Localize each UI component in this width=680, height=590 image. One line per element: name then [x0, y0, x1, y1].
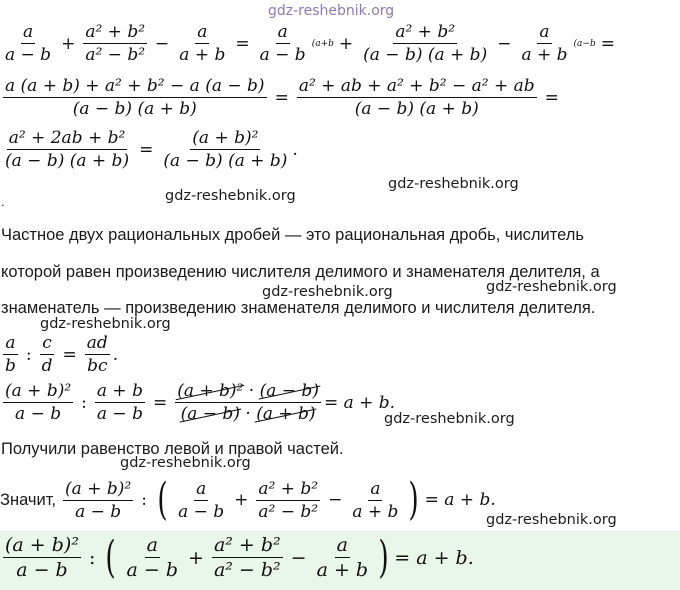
fraction: $\frac{\text{(a + b)²}}{a - b}$: [5, 381, 72, 424]
paragraph-line: Частное двух рациональных дробей — это рациональная дробь, числитель: [1, 226, 585, 244]
fraction: $\frac{a + b}{a - b}$: [96, 381, 143, 424]
multiplier-tag: (a+b: [311, 38, 334, 49]
watermark: gdz-reshebnik.org: [388, 176, 519, 192]
watermark: gdz-reshebnik.org: [120, 455, 251, 471]
equation-line-2: $\frac{\text{a (a + b) + a² + b² − a (a − b)}}{(a - b) (a + b)}$ = $\frac{\text{a² + ab + a² + b² − a² + ab}}{(a - b) (a + b)}$ =: [5, 76, 559, 119]
fraction: $\frac{c}{d}$: [41, 333, 53, 376]
watermark: gdz-reshebnik.org: [384, 411, 515, 427]
watermark: gdz-reshebnik.org: [262, 284, 393, 300]
cancelled-factor: (a − b): [259, 381, 319, 401]
fraction: $\frac{a}{a - b}$: [5, 22, 52, 65]
fraction: $\frac{\text{a² + b²}}{\text{a² − b²}}$: [85, 22, 146, 65]
fraction: $\frac{\text{a (a + b) + a² + b² − a (a − b)}}{(a - b) (a + b)}$: [5, 76, 265, 119]
fraction-cancelled: $\frac{\text{(a + b)² · (a − b)}}{(a - b) \cdot (a + b)}$: [177, 381, 319, 424]
multiplier-tag: (a−b: [573, 38, 596, 49]
conclusion-line: Значит, $\frac{\text{(a + b)²}}{a - b}$ : ( $\frac{a}{a - b}$ + $\frac{\text{a² + b²}}{\text{a² − b²}}$ − $\frac{a}{a + b}$ ) = a + b.: [0, 474, 496, 525]
conclusion-prefix: Значит,: [0, 490, 57, 509]
fraction: $\frac{\text{(a + b)²}}{a - b}$: [5, 534, 79, 581]
fraction: $\frac{a}{a + b}$: [352, 478, 399, 522]
watermark: gdz-reshebnik.org: [165, 188, 296, 204]
final-answer: $\frac{\text{(a + b)²}}{a - b}$ : ( $\frac{a}{a - b}$ + $\frac{\text{a² + b²}}{\text{a² − b²}}$ − $\frac{a}{a + b}$ ) = a + b.: [5, 531, 474, 583]
division-rule: $\frac{a}{b}$ : $\frac{c}{d}$ = $\frac{ad}{bc}$ .: [5, 333, 119, 376]
watermark: gdz-reshebnik.org: [486, 512, 617, 528]
fraction: $\frac{\text{(a + b)²}}{(a - b) (a + b)}$: [163, 128, 288, 171]
equation-line-3: $\frac{\text{a² + 2ab + b²}}{(a - b) (a + b)}$ = $\frac{\text{(a + b)²}}{(a - b) (a + b)}$ .: [5, 128, 298, 171]
cancelled-factor: (a − b): [180, 404, 240, 424]
watermark-top: gdz-reshebnik.org: [268, 3, 395, 19]
equation-line-4: $\frac{\text{(a + b)²}}{a - b}$ : $\frac{a + b}{a - b}$ = $\frac{\text{(a + b)² · (a − b)}}{(a - b) \cdot (a + b)}$ = a + b.: [5, 381, 396, 424]
fraction: $\frac{a}{a - b}$: [178, 478, 225, 522]
fraction: $\frac{\text{a² + b²}}{\text{a² − b²}}$: [213, 534, 281, 581]
cancelled-factor: (a + b)²: [177, 381, 244, 401]
paragraph-line: знаменатель — произведению знаменателя делимого и числителя делителя.: [1, 299, 596, 317]
cancelled-factor: (a + b): [256, 404, 316, 424]
fraction: $\frac{\text{a² + ab + a² + b² − a² + ab}}{(a - b) (a + b)}$: [298, 76, 535, 119]
watermark: gdz-reshebnik.org: [40, 316, 171, 332]
fraction: $\frac{a}{a + b}$: [316, 534, 369, 581]
paragraph-line: Получили равенство левой и правой частей.: [1, 440, 344, 458]
fraction: $\frac{ad}{bc}$: [86, 333, 108, 376]
fraction: $\frac{\text{(a + b)²}}{a - b}$: [65, 478, 132, 522]
fraction: $\frac{a}{a - b}$: [259, 22, 306, 65]
watermark: gdz-reshebnik.org: [486, 279, 617, 295]
fraction: $\frac{a}{a - b}$: [126, 534, 179, 581]
fraction: $\frac{a}{a + b}$: [521, 22, 568, 65]
fraction: $\frac{\text{a² + b²}}{\text{a² − b²}}$: [258, 478, 319, 522]
fraction: $\frac{\text{a² + 2ab + b²}}{(a - b) (a + b)}$: [5, 128, 130, 171]
fraction: $\frac{a}{a + b}$: [179, 22, 226, 65]
paragraph-line: которой равен произведению числителя делимого и знаменателя делителя, а: [1, 263, 600, 281]
equation-line-1: $\frac{a}{a - b}$ + $\frac{\text{a² + b²}}{\text{a² − b²}}$ − $\frac{a}{a + b}$ = $\frac{a}{a - b}$ (a+b + $\frac{\text{a² + b²}}{(a - b) (a + b)}$ − $\frac{a}{a + b}$ (a−b =: [5, 22, 615, 65]
fraction: $\frac{\text{a² + b²}}{(a - b) (a + b)}$: [363, 22, 488, 65]
fraction: $\frac{a}{b}$: [5, 333, 16, 376]
